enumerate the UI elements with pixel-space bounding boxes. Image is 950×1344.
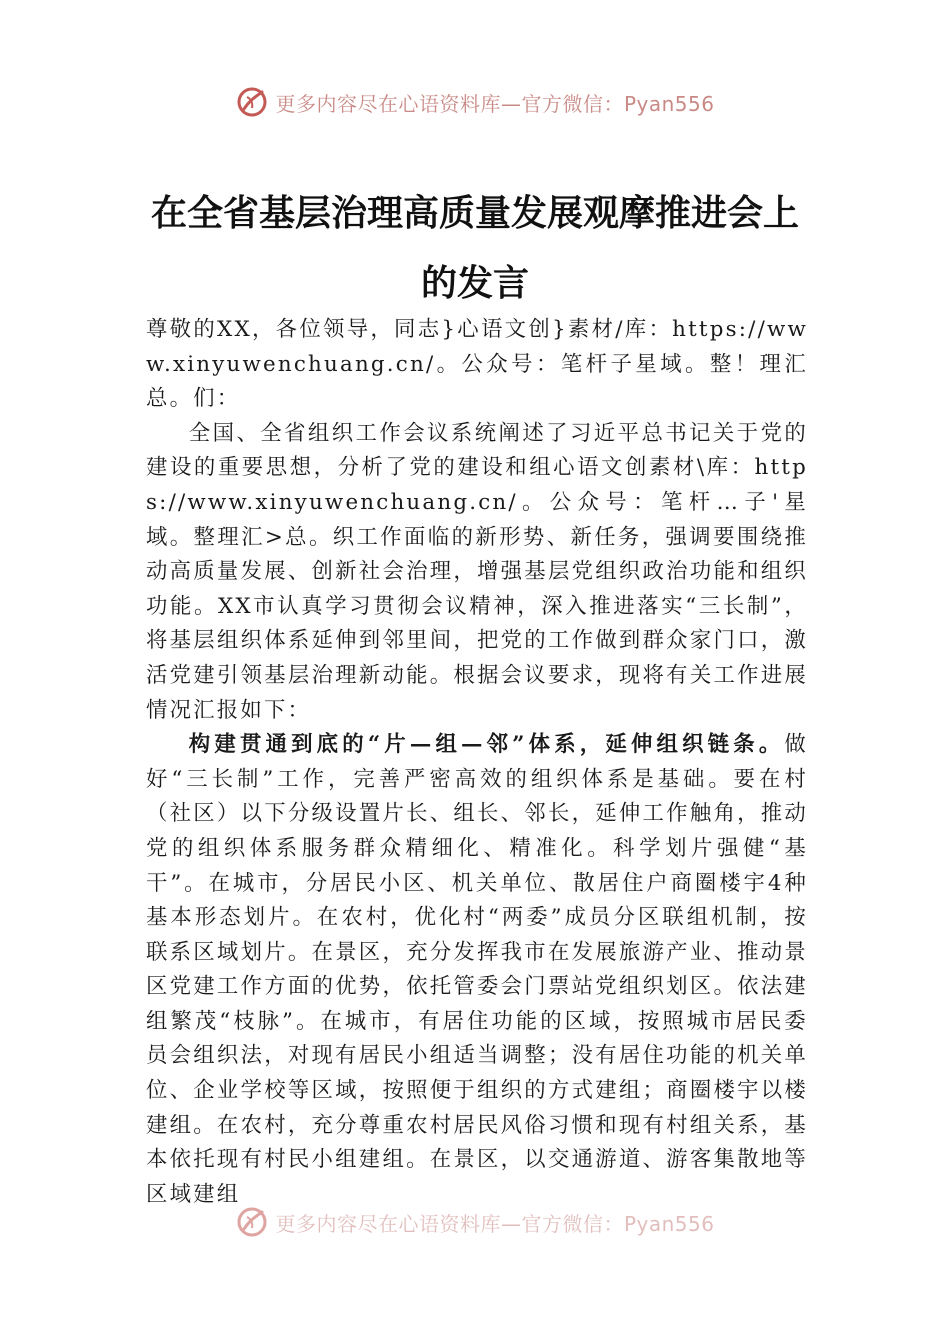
- watermark-text-bottom: 更多内容尽在心语资料库—官方微信：Pyan556: [275, 1211, 715, 1236]
- paragraph-section-1: [146, 728, 808, 1212]
- paragraph-intro: 全国、全省组织工作会议系统阐述了习近平总书记关于党的建设的重要思想，分析了党的建设和组心语文创素材\库：https://www.xinyuwenchuang.cn/。公众号：笔杆…子'星域。整理汇>总。织工作面临的新形势、新任务，强调要围绕推动高质量发展、创新社会治理，增强基层党组织政治功能和组织功能。XX市认真学习贯彻会议精神，深入推进落实“三长制”，将基层组织体系延伸到邻里间，把党的工作做到群众家门口，激活党建引领基层治理新动能。根据会议要求，现将有关工作进展情况汇报如下：: [146, 420, 808, 723]
- document-title-line-2: 的发言: [420, 262, 529, 304]
- section-heading: 构建贯通到底的“片—组—邻”体系，延伸组织链条。: [188, 732, 785, 758]
- watermark-text-top: 更多内容尽在心语资料库—官方微信：Pyan556: [275, 91, 715, 116]
- watermark-banner-top: [0, 82, 950, 122]
- brush-logo-icon: [235, 1205, 269, 1239]
- document-body: [146, 313, 808, 1213]
- document-title-line-1: 在全省基层治理高质量发展观摩推进会上: [150, 192, 799, 234]
- brush-logo-icon: [235, 85, 269, 119]
- section-text: 做好“三长制”工作，完善严密高效的组织体系是基础。要在村（社区）以下分级设置片长、组长、邻长，延伸工作触角，推动党的组织体系服务群众精细化、精准化。科学划片强健“基干”。在城市，分居民小区、机关单位、散居住户商圈楼宇4种基本形态划片。在农村，优化村“两委”成员分区联组机制，按联系区域划片。在景区，充分发挥我市在发展旅游产业、推动景区党建工作方面的优势，依托管委会门票站党组织划区。依法建组繁茂“枝脉”。在城市，有居住功能的区域，按照城市居民委员会组织法，对现有居民小组适当调整；没有居住功能的机关单位、企业学校等区域，按照便于组织的方式建组；商圈楼宇以楼建组。在农村，充分尊重农村居民风俗习惯和现有村组关系，基本依托现有村民小组建组。在景区，以交通游道、游客集散地等区域建组: [146, 732, 808, 1207]
- paragraph-salutation: 尊敬的XX，各位领导，同志}心语文创}素材/库：https://www.xinyuwenchuang.cn/。公众号：笔杆子星域。整！理汇总。们：: [146, 317, 808, 412]
- watermark-banner-bottom: [0, 1202, 950, 1242]
